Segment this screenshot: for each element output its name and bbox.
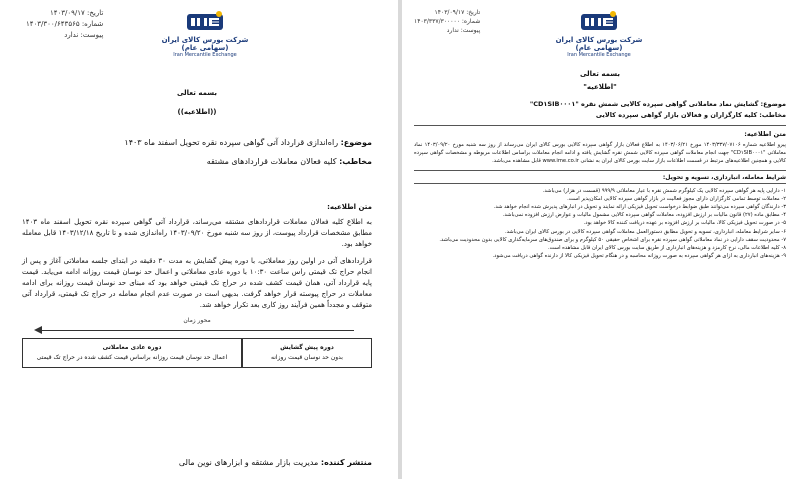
- pre-opening-period: [242, 338, 372, 368]
- body-paragraph-1: به اطلاع کلیه فعالان معاملات قراردادهای مشتقه می‌رساند، قرارداد آتی گواهی سپرده نقره تحویل اسفند ماه ۱۴۰۳ مطابق مشخصات قرارداد پیوست، از روز سه شنبه مورخ ۱۴۰۳/۰۹/۲۰ راه‌اندازی شده و تا تاریخ ۱۴۰۳/۱۲/۱۸ قابل معامله خواهد بود.: [22, 218, 373, 248]
- timeline-arrow: [34, 326, 354, 334]
- letter-number: شماره: ۱۴۰۳/۳۰۰/۶۴۳۵۶۵: [26, 20, 104, 28]
- subject-text: راه‌اندازی قرارداد آتی گواهی سپرده نقره تحویل اسفند ماه ۱۴۰۳: [124, 138, 339, 147]
- logo-text-fa: شرکت بورس کالای ایران (سهامی عام): [555, 36, 643, 52]
- timeline-periods: [22, 338, 372, 368]
- audience-line: [414, 110, 786, 121]
- publisher-label: منتشر کننده:: [320, 458, 372, 467]
- logo-text-en: Iran Mercantile Exchange: [567, 52, 631, 58]
- ime-logo-icon: [579, 10, 619, 34]
- letter-date: تاریخ: ۱۴۰۳/۰۹/۱۷: [434, 9, 481, 16]
- pre-opening-desc: بدون حد نوسان قیمت روزانه: [271, 354, 343, 361]
- list-item: ۲- معاملات توسط تمامی کارگزاران دارای مجوز فعالیت در بازار گواهی سپرده کالایی امکان‌پذیر است.: [567, 195, 786, 202]
- body-paragraph-2: قراردادهای آتی در اولین روز معاملاتی، با دوره پیش گشایش به مدت ۳۰ دقیقه در ابتدای جلسه معاملاتی آغاز و پس از انجام حراج تک قیمتی راس ساعت ۱۰:۳۰ با دوره عادی معاملاتی و اعمال حد نوسان قیمت روزانه ادامه می‌یابد. قیمت پایه قرارداد آتی، همان قیمت کشف شده در حراج تک قیمتی خواهد بود که مبنای حد نوسان قیمت روزانه برای ادامه معاملات در حراج پیوسته قرار خواهد گرفت. بدیهی است در صورت عدم انجام معامله در حراج تک قیمتی، قرارداد آتی متوقف و مجدداً همین فرآیند روز کاری بعد تکرار خواهد شد.: [22, 257, 373, 309]
- body-intro: پیرو اطلاعیه شماره ۱۴۰۳/۳۳۷/۰۷۱۰۶ مورخ ۱۴۰۳/۰۶/۲۱ به اطلاع فعالان بازار گواهی سپرده کالایی بورس کالای ایران می‌رساند از روز سه شنبه مورخ ۱۴۰۳/۰۹/۲۰ نماد معاملاتی "CD۱SIB۰۰۰۱" جهت انجام معاملات گواهی سپرده کالایی شمش نقره گشایش یافته و ادامه انجام معاملات براساس اطلاعات مربوطه و مشخصات گواهی سپرده کالایی و همچنین اطلاعیه‌های مرتبط در قسمت اطلاعات بازار سایت بورس کالای ایران به نشانی www.ime.co.ir قابل مشاهده می‌باشد.: [414, 142, 786, 165]
- audience-line: [22, 155, 372, 168]
- conditions-list: [414, 187, 786, 261]
- letter-number: شماره: ۱۴۰۳/۳۳۷/۳۰۰۰۰۰: [414, 18, 481, 25]
- letter-attachment: پیوست: ندارد: [446, 27, 481, 34]
- list-item: ۹- هزینه‌های انبارداری به ازای هر گواهی سپرده به صورت روزانه محاسبه و در هنگام تحویل فیزیکی کالا از دارنده گواهی دریافت می‌شود.: [492, 253, 786, 260]
- normal-trading-desc: اعمال حد نوسان قیمت روزانه براساس قیمت کشف شده در حراج تک قیمتی: [36, 354, 228, 361]
- divider: [414, 170, 786, 171]
- normal-trading-title: دوره عادی معاملاتی: [102, 344, 162, 351]
- notice-page-silver-certificate: [402, 0, 800, 479]
- ime-logo: [544, 10, 654, 58]
- subject-text: گشایش نماد معاملاتی گواهی سپرده کالایی شمش نقره "CD۱SIB۰۰۰۱": [529, 100, 759, 108]
- list-item: ۳- دارندگان گواهی سپرده می‌توانند طبق ضوابط درخواست تحویل فیزیکی ارائه نمایند و تحویل در انبارهای پذیرش شده انجام خواهد شد.: [493, 204, 786, 211]
- list-item: ۵- در صورت تحویل فیزیکی کالا، مالیات بر ارزش افزوده بر عهده دریافت کننده کالا خواهد بود.: [583, 220, 786, 227]
- ime-logo-icon: [185, 10, 225, 34]
- audience-label: مخاطب:: [339, 157, 372, 166]
- notice-heading: ((اطلاعیه)): [177, 108, 217, 116]
- body-title: متن اطلاعیه:: [327, 203, 372, 211]
- audience-label: مخاطب:: [759, 111, 786, 119]
- trading-timeline: [22, 317, 372, 368]
- audience-text: کلیه کارگزاران و فعالان بازار گواهی سپرده کالایی: [595, 111, 758, 119]
- pre-opening-title: دوره پیش گشایش: [280, 344, 334, 351]
- letter-date: تاریخ: ۱۴۰۳/۰۹/۱۷: [49, 9, 104, 17]
- audience-text: کلیه فعالان معاملات قراردادهای مشتقه: [206, 157, 337, 166]
- normal-trading-period: [22, 338, 242, 368]
- list-item: ۷- محدودیت سقف دارایی در نماد معاملاتی گواهی سپرده نقره برای اشخاص حقیقی ۵۰ کیلوگرم و برای صندوق‌های سرمایه‌گذاری کالایی بدون محدودیت می‌باشد.: [439, 236, 786, 243]
- divider: [414, 125, 786, 126]
- section-title: شرایط معامله، انبارداری، تسویه و تحویل:: [662, 173, 786, 181]
- divider: [414, 183, 786, 184]
- publisher-text: مدیریت بازار مشتقه و ابزارهای نوین مالی: [178, 458, 319, 467]
- subject-label: موضوع:: [760, 100, 786, 108]
- letter-meta: [414, 8, 480, 35]
- ime-logo: [150, 10, 260, 58]
- subject-line: [22, 136, 372, 149]
- salutation: بسمه تعالی: [176, 89, 218, 97]
- logo-text-en: Iran Mercantile Exchange: [173, 52, 237, 58]
- timeline-axis-label: محور زمان: [183, 317, 211, 324]
- list-item: ۶- سایر شرایط معامله، انبارداری، تسویه و تحویل مطابق دستورالعمل معاملات گواهی سپرده کالایی در بورس کالای ایران می‌باشد.: [504, 228, 786, 235]
- arrow-left-icon: [34, 326, 42, 334]
- notice-page-derivatives: [0, 0, 398, 479]
- salutation: بسمه تعالی: [579, 70, 621, 78]
- letter-meta: [26, 8, 103, 41]
- list-item: ۱- دارایی پایه هر گواهی سپرده کالایی یک کیلوگرم شمش نقره با عیار معاملاتی ۹۹۹/۹ (قسمت در هزار) می‌باشد.: [542, 187, 786, 194]
- publisher-line: [22, 458, 372, 467]
- subject-label: موضوع:: [340, 138, 372, 147]
- notice-heading: "اطلاعیه": [583, 83, 617, 91]
- letter-attachment: پیوست: ندارد: [64, 31, 104, 39]
- logo-text-fa: شرکت بورس کالای ایران (سهامی عام): [161, 36, 249, 52]
- subject-line: [414, 99, 786, 110]
- list-item: ۴- مطابق ماده (۲۷) قانون مالیات بر ارزش افزوده، معاملات گواهی سپرده کالایی مشمول مالیات و عوارض ارزش افزوده نمی‌باشد.: [502, 212, 786, 219]
- body-title: متن اطلاعیه:: [744, 130, 786, 138]
- list-item: ۸- کلیه اطلاعات مالی، نرخ کارمزد و هزینه‌های انبارداری از طریق سایت بورس کالای ایران قابل مشاهده است.: [547, 245, 786, 252]
